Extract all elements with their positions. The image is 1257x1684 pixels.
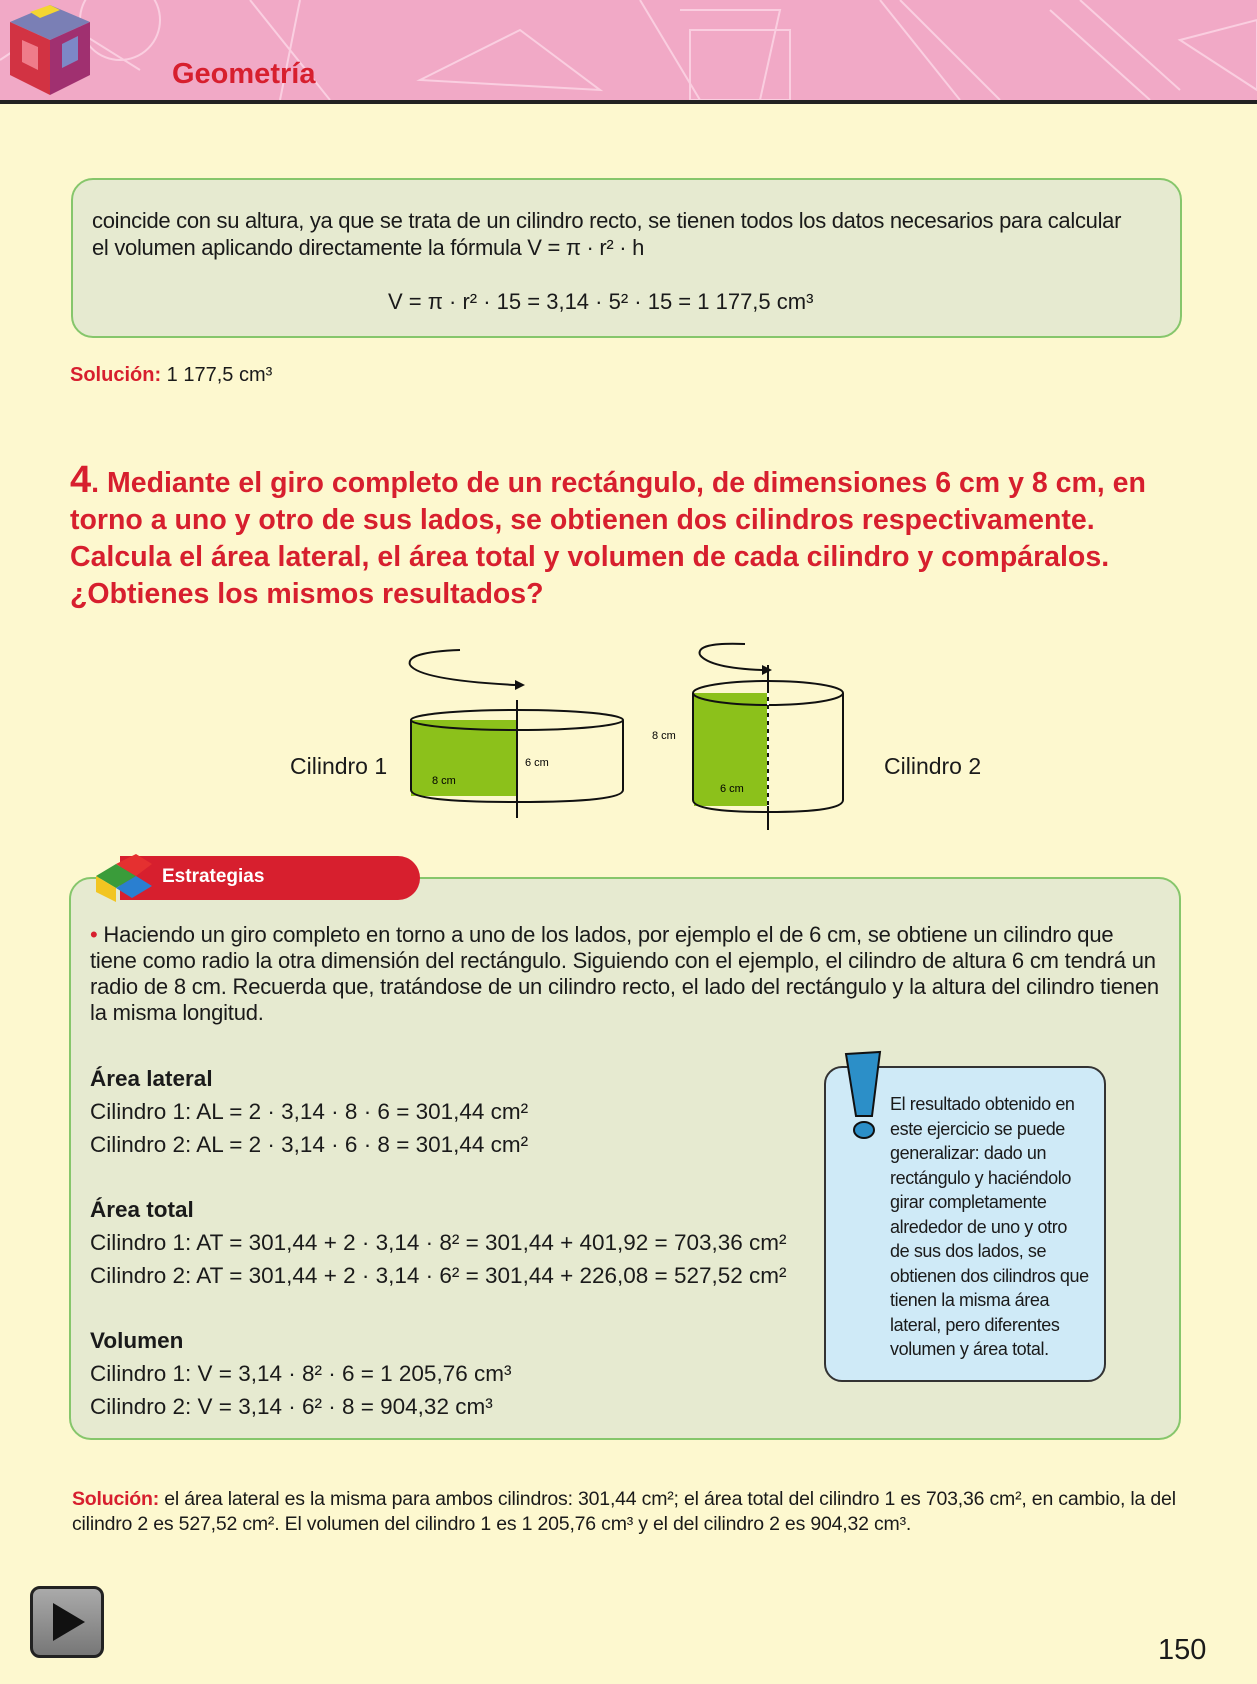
- lateral-area-line-1: Cilindro 1: AL = 2 · 3,14 · 8 · 6 = 301,44 cm²: [90, 1099, 529, 1124]
- cylinder-1-height: 6 cm: [525, 757, 549, 769]
- cylinder-2-label: Cilindro 2: [884, 753, 982, 779]
- page-number: 150: [1158, 1634, 1207, 1666]
- intro-text: coincide con su altura, ya que se trata de un cilindro recto, se tienen todos los datos necesarios para calcular el volumen aplicando directamente la fórmula V = π · r² · h: [92, 208, 1122, 260]
- logo-cube-icon: [0, 0, 100, 100]
- volume-line-2: Cilindro 2: V = 3,14 · 6² · 8 = 904,32 cm³: [90, 1394, 493, 1419]
- cylinder-2-height: 8 cm: [652, 730, 676, 742]
- play-icon: [33, 1589, 101, 1655]
- volume-section: [90, 1324, 511, 1423]
- solution-2: [72, 1487, 1192, 1537]
- problem-statement: [70, 459, 1190, 613]
- strategies-body-text: Haciendo un giro completo en torno a uno de los lados, por ejemplo el de 6 cm, se obtiene un cilindro que tiene como radio la otra dimensión del rectángulo. Siguiendo con el ejemplo, el cilindro de altura 6 cm tendrá un radio de 8 cm. Recuerda que, tratándose de un cilindro recto, el lado del rectángulo y la altura del cilindro tienen la misma longitud.: [90, 922, 1159, 1025]
- volume-heading: Volumen: [90, 1328, 184, 1353]
- play-button[interactable]: [30, 1586, 104, 1658]
- cylinder-1-label: Cilindro 1: [290, 753, 388, 779]
- problem-number: 4: [70, 459, 92, 501]
- note-text: El resultado obtenido en este ejercicio se puede generalizar: dado un rectángulo y haciéndolo girar completamente alrededor de uno y otro de sus dos lados, se obtienen dos cilindros que tienen la misma área lateral, pero diferentes volumen y área total.: [890, 1094, 1089, 1359]
- lateral-area-line-2: Cilindro 2: AL = 2 · 3,14 · 6 · 8 = 301,44 cm²: [90, 1132, 529, 1157]
- lateral-area-heading: Área lateral: [90, 1066, 213, 1091]
- solution-1-text: 1 177,5 cm³: [161, 364, 273, 386]
- solution-2-text: el área lateral es la misma para ambos cilindros: 301,44 cm²; el área total del cilindro 1 es 703,36 cm², en cambio, la del cilindro 2 es 527,52 cm². El volumen del cilindro 1 es 1 205,76 cm³ y el del cilindro 2 es 904,32 cm³.: [72, 1488, 1176, 1535]
- volume-line-1: Cilindro 1: V = 3,14 · 8² · 6 = 1 205,76 cm³: [90, 1361, 512, 1386]
- strategies-body: [90, 922, 1160, 1026]
- cylinder-2-diagram: [652, 644, 843, 830]
- problem-text: . Mediante el giro completo de un rectángulo, de dimensiones 6 cm y 8 cm, en torno a uno y otro de sus lados, se obtienen dos cilindros respectivamente. Calcula el área lateral, el área total y volumen de cada cilindro y compáralos. ¿Obtienes los mismos resultados?: [70, 467, 1146, 610]
- exclamation-icon: [840, 1050, 890, 1142]
- solution-1-label: Solución:: [70, 364, 162, 386]
- total-area-line-1: Cilindro 1: AT = 301,44 + 2 · 3,14 · 8² = 301,44 + 401,92 = 703,36 cm²: [90, 1230, 787, 1255]
- cylinder-1-radius: 8 cm: [432, 775, 456, 787]
- cylinder-2-radius: 6 cm: [720, 783, 744, 795]
- strategies-title: Estrategias: [162, 866, 265, 887]
- total-area-section: [90, 1193, 787, 1292]
- puzzle-icon: [86, 852, 156, 908]
- total-area-line-2: Cilindro 2: AT = 301,44 + 2 · 3,14 · 6² = 301,44 + 226,08 = 527,52 cm²: [90, 1263, 787, 1288]
- header-rule: [0, 100, 1257, 104]
- strategies-bullet: •: [90, 922, 104, 947]
- solution-2-label: Solución:: [72, 1488, 160, 1510]
- page-title: Geometría: [172, 58, 316, 90]
- page-header: [0, 0, 1257, 104]
- intro-formula: V = π · r² · 15 = 3,14 · 5² · 15 = 1 177,5 cm³: [388, 289, 814, 314]
- cylinder-1-diagram: [410, 650, 623, 818]
- solution-1: [70, 364, 272, 387]
- total-area-heading: Área total: [90, 1197, 194, 1222]
- lateral-area-section: [90, 1062, 528, 1161]
- cylinders-figure: [380, 640, 860, 840]
